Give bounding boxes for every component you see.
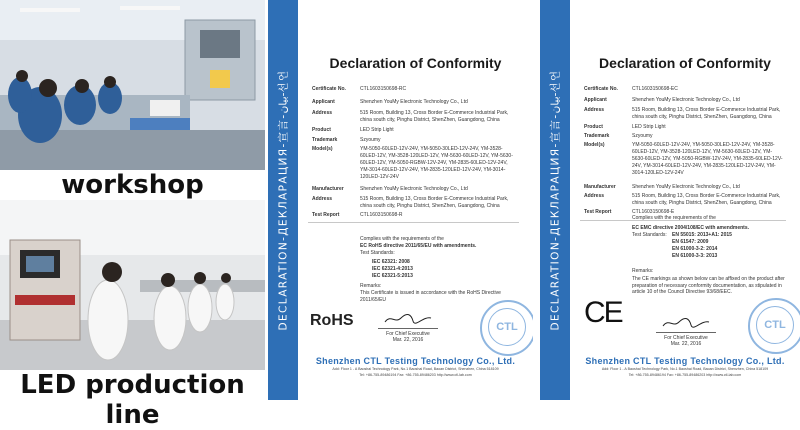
complies-text: Complies with the requirements of the xyxy=(360,236,444,242)
signature-icon xyxy=(383,312,433,326)
standard-item: EN 61547: 2009 xyxy=(672,239,709,245)
declaration-band-text: DECLARATION-ДЕКЛАРАЦИЯ-宣言-بيان-선언 xyxy=(277,69,290,331)
footer-address: Add: Floor 1 - A Baoshai Technology Park, No.1 Baoshai Road, Baoan District, Shenzhen, China 518109 xyxy=(601,367,769,371)
workshop-photo xyxy=(0,0,265,170)
standard-item: EN 61000-3-3: 2013 xyxy=(672,253,718,259)
standard-item: EN 55015: 2013+A1: 2015 xyxy=(672,232,732,238)
remarks-text: This Certificate is issued in accordance with the RoHS Directive 2011/65/EU xyxy=(360,290,501,303)
certificate-title: Declaration of Conformity xyxy=(599,55,771,71)
signature-line xyxy=(378,328,438,329)
certificate-footer xyxy=(304,356,527,378)
directive-text: EC RoHS directive 2011/65/EU with amendments. xyxy=(360,243,477,249)
signature-block xyxy=(368,312,448,343)
directive-text: EC EMC directive 2004/108/EC with amendments. xyxy=(632,225,749,231)
footer-address: Add: Floor 1 - A Baoshai Technology Park, No.1 Baoshai Road, Baoan District, Shenzhen, China 518109 xyxy=(332,367,499,371)
production-line-caption: LED production line xyxy=(0,370,265,400)
declaration-band xyxy=(268,0,298,400)
issue-date: Mar. 22, 2016 xyxy=(392,337,424,343)
standard-item: IEC 62321: 2008 xyxy=(372,259,410,265)
standards-label: Test Standards: xyxy=(360,250,395,256)
ce-certificate xyxy=(540,0,800,400)
footer-contact: Tel: +86-755-89486194 Fax: +86-755-89486203 http://www.ctl-lab.com xyxy=(359,373,472,377)
issue-date: Mar. 22, 2016 xyxy=(670,341,702,347)
standards-label: Test Standards: xyxy=(632,232,667,238)
standard-item: IEC 62321-4:2013 xyxy=(372,266,413,272)
certificate-title: Declaration of Conformity xyxy=(329,55,502,71)
workshop-caption: workshop xyxy=(0,170,265,200)
signature-line xyxy=(656,332,716,333)
remarks-label: Remarks: xyxy=(360,283,382,289)
standard-item: IEC 62321-5:2013 xyxy=(372,273,413,279)
standard-item: EN 61000-3-2: 2014 xyxy=(672,246,718,252)
declaration-band xyxy=(540,0,570,400)
remarks-label: Remarks: xyxy=(632,268,654,274)
footer-company: Shenzhen CTL Testing Technology Co., Ltd. xyxy=(315,356,516,366)
declaration-band-text: DECLARATION-ДЕКЛАРАЦИЯ-宣言-بيان-선언 xyxy=(549,69,562,331)
certificate-body: Declaration of Conformity Certificate No. CTL1603150698-EC Applicant Shenzhen YouMy Electronic Technology Co., Ltd Address 515 Room, Building 13, Cross Border E-Commerce Industrial Park, china south city, Pinghu District, ShenZhen, Guangdong, China Product LED Strip Light Trademark Szyoumy Model(s) YM-5050-60LED-12V-24V, YM-5050-30LED-12V-24V, YM-3528-60LED-12V, YM-3528-120LED-12V, YM-5630-60LED-12V, YM-5630-60LED-12V, YM-5050-RGBW-12V-24V, YM-2835-60LED-12V-24V, YM-3014-60LED-12V-24V, YM-2835-120LED-12V-24V, YM-3014-120LED-12V-24V Manufacturer Shenzhen YouMy Electronic Technology Co., Ltd Address 515 Room, Building 13, Cross Border E-Commerce Industrial Park, china south city, Pinghu District, ShenZhen, Guangdong, China Test Report CTL1603150698-E Complies with the requirements of the EC EMC directive 2004/108/EC with amendments. Test Standards: EN 55015: 2013+A1: 2015 EN 61547: 2009 EN 61000-3-2: 2014 EN 61000-3-3: 2013 Remarks: The CE markings as shown below can be affixed on the product after preparation of necessary conformity documentation, as stipulated in article 10 of the Council Directive 93/68/EEC. CE For Chief Executive Mar. 22, 2016 CTL Shenzhen CTL Testing Technology Co., Ltd. Add: Floor 1 - A Baoshai Technology Park, No.1 Baoshai Road, Baoan District, Shenzhen, China 518109 Tel: +86-755-89486194 Fax: +86-755-89486203 http://www.ctl-lab.com xyxy=(576,0,794,400)
complies-text: Complies with the requirements of the xyxy=(632,215,716,221)
signer-title: For Chief Executive xyxy=(664,335,708,341)
ctl-stamp-text: CTL xyxy=(756,306,794,344)
ctl-stamp xyxy=(480,300,533,356)
footer-company: Shenzhen CTL Testing Technology Co., Ltd. xyxy=(585,356,785,366)
production-line-photo xyxy=(0,200,265,370)
ctl-stamp xyxy=(748,298,800,354)
signature-block xyxy=(646,316,726,347)
ce-logo: CE xyxy=(584,296,622,329)
footer-contact: Tel: +86-755-89486194 Fax: +86-755-89486203 http://www.ctl-lab.com xyxy=(628,373,742,377)
certificate-footer xyxy=(576,356,794,378)
signature-icon xyxy=(661,316,711,330)
separator xyxy=(308,222,519,223)
ctl-stamp-text: CTL xyxy=(488,308,526,346)
remarks-text: The CE markings as shown below can be affixed on the product after preparation of necessary conformity documentation, as stipulated in article 10 of the Council Directive 93/68/EEC. xyxy=(632,276,785,295)
rohs-certificate xyxy=(268,0,533,400)
rohs-logo: RoHS xyxy=(310,312,354,329)
certificate-body: Declaration of Conformity Certificate No. CTL1603150698-RC Applicant Shenzhen YouMy Electronic Technology Co., Ltd Address 515 Room, Building 13, Cross Border E-Commerce Industrial Park, china south city, Pinghu District, ShenZhen, Guangdong, China Product LED Strip Light Trademark Szyoumy Model(s) YM-5050-60LED-12V-24V, YM-5050-30LED-12V-24V, YM-3528-60LED-12V, YM-3528-120LED-12V, YM-5630-60LED-12V, YM-5630-60LED-12V, YM-5050-RGBW-12V-24V, YM-2835-60LED-12V-24V, YM-3014-60LED-12V-24V, YM-2835-120LED-12V-24V, YM-3014-120LED-12V-24V Manufacturer Shenzhen YouMy Electronic Technology Co., Ltd Address 515 Room, Building 13, Cross Border E-Commerce Industrial Park, china south city, Pinghu District, ShenZhen, Guangdong, China Test Report CTL1603150698-R Complies with the requirements of the EC RoHS directive 2011/65/EU with amendments. Test Standards: IEC 62321: 2008 IEC 62321-4:2013 IEC 62321-5:2013 Remarks: This Certificate is issued in accordance with the RoHS Directive 2011/65/EU RoHS For Chief Executive Mar. 22, 2016 CTL Shenzhen CTL Testing Technology Co., Ltd. Add: Floor 1 - A Baoshai Technology Park, No.1 Baoshai Road, Baoan District, Shenzhen, China 518109 Tel: +86-755-89486194 Fax: +86-755-89486203 http://www.ctl-lab.com xyxy=(304,0,527,400)
signer-title: For Chief Executive xyxy=(386,331,430,337)
